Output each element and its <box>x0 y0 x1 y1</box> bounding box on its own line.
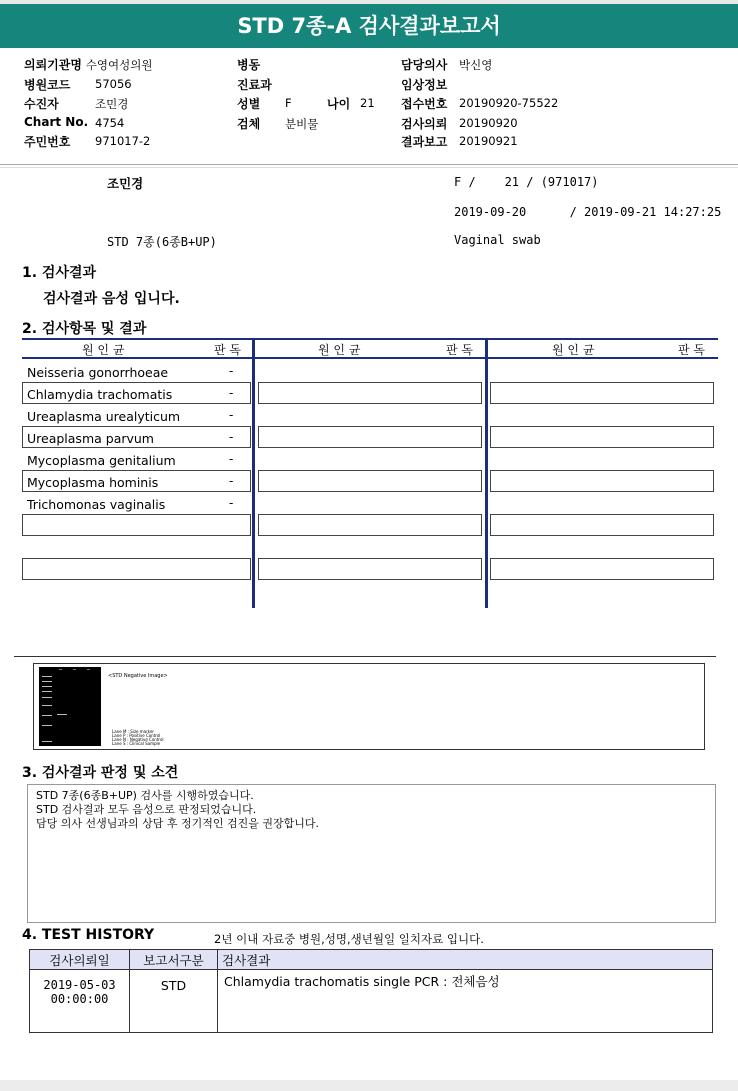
organism-name: Neisseria gonorrhoeae <box>27 365 169 380</box>
patient-label: 수진자 <box>24 97 59 111</box>
specimen-label: 검체 <box>237 117 261 131</box>
page-footer-band <box>0 1080 738 1091</box>
history-col-date: 검사의뢰일 <box>30 950 130 970</box>
col-result-3: 판 독 <box>678 343 705 357</box>
row-box <box>490 426 714 448</box>
gel-divider <box>14 656 716 657</box>
patient-sex-age: F / 21 / (971017) <box>454 175 599 189</box>
organism-name: Trichomonas vaginalis <box>27 497 166 512</box>
gel-bands <box>39 667 101 746</box>
hospital-value: 수영여성의원 <box>85 58 153 72</box>
history-type: STD <box>130 970 218 1033</box>
code-row <box>24 76 70 93</box>
table-divider-1 <box>252 338 255 608</box>
row-box <box>22 426 251 448</box>
clinical-label: 임상정보 <box>401 78 448 92</box>
header-divider-2 <box>0 167 738 168</box>
header-divider <box>0 164 738 165</box>
row-box <box>258 558 482 580</box>
request-label: 검사의뢰 <box>401 117 448 131</box>
col-organism-3: 원 인 균 <box>552 343 595 357</box>
table-row <box>30 970 713 1033</box>
table-divider-2 <box>485 338 488 608</box>
patient-name: 조민경 <box>107 176 144 191</box>
col-result-1: 판 독 <box>214 343 241 357</box>
row-box <box>490 470 714 492</box>
organism-name: Ureaplasma parvum <box>27 431 154 446</box>
gel-legend-line: Lane N : Negative Control <box>112 737 164 742</box>
gel-legend-line: Lane P : Positive Control <box>112 733 161 738</box>
history-note: 2년 이내 자료중 병원,성명,생년월일 일치자료 입니다. <box>214 932 484 946</box>
row-box <box>258 470 482 492</box>
organism-result: - <box>229 474 234 488</box>
history-header-row <box>30 950 713 970</box>
organism-result: - <box>229 452 234 466</box>
gel-caption: <STD Negative Image> <box>108 673 168 679</box>
hospital-label: 의뢰기관명 <box>24 58 82 72</box>
organism-result: - <box>229 430 234 444</box>
patient-dates: 2019-09-20 / 2019-09-21 14:27:25 <box>454 205 722 219</box>
organism-result: - <box>229 364 234 378</box>
history-result: Chlamydia trachomatis single PCR : 전체음성 <box>218 970 713 1033</box>
opinion-line: STD 검사결과 모두 음성으로 판정되었습니다. <box>36 803 257 816</box>
organism-name: Chlamydia trachomatis <box>27 387 173 402</box>
id-value: 971017-2 <box>95 134 151 148</box>
chart-value: 4754 <box>95 116 125 130</box>
organism-name: Mycoplasma genitalium <box>27 453 176 468</box>
receipt-value: 20190920-75522 <box>459 96 559 110</box>
row-box <box>22 470 251 492</box>
row-box <box>490 558 714 580</box>
report-title: STD 7종-A 검사결과보고서 <box>0 0 738 48</box>
result-summary: 검사결과 음성 입니다. <box>43 291 180 307</box>
gel-image <box>39 667 101 746</box>
row-box <box>258 514 482 536</box>
specimen-type: Vaginal swab <box>454 233 541 247</box>
row-box <box>22 514 251 536</box>
doctor-label: 담당의사 <box>401 58 448 72</box>
receipt-label: 접수번호 <box>401 97 448 111</box>
history-col-result: 검사결과 <box>218 950 713 970</box>
id-label: 주민번호 <box>24 135 71 149</box>
organism-name: Mycoplasma hominis <box>27 475 159 490</box>
dept-label: 진료과 <box>237 78 272 92</box>
ward-label: 병동 <box>237 58 261 72</box>
gel-legend-line: Lane M : Size marker <box>112 729 155 734</box>
col-organism-2: 원 인 균 <box>318 343 361 357</box>
opinion-line: 담당 의사 선생님과의 상담 후 정기적인 검진을 권장합니다. <box>36 817 319 830</box>
history-date-cell <box>30 970 130 1033</box>
test-name: STD 7종(6종B+UP) <box>107 235 217 249</box>
row-box <box>258 426 482 448</box>
row-box <box>22 558 251 580</box>
row-box <box>490 514 714 536</box>
opinion-box <box>27 784 716 923</box>
organism-name: Ureaplasma urealyticum <box>27 409 181 424</box>
organism-result: - <box>229 408 234 422</box>
history-col-type: 보고서구분 <box>130 950 218 970</box>
report-value: 20190921 <box>459 134 518 148</box>
sex-value: F <box>285 96 292 110</box>
opinion-line: STD 7종(6종B+UP) 검사를 시행하였습니다. <box>36 789 254 802</box>
row-box <box>258 382 482 404</box>
section4-heading: 4. TEST HISTORY <box>22 927 155 943</box>
report-label: 결과보고 <box>401 135 448 149</box>
patient-value: 조민경 <box>95 97 129 111</box>
request-value: 20190920 <box>459 116 518 130</box>
row-box <box>22 382 251 404</box>
code-value: 57056 <box>95 77 132 91</box>
hospital-row <box>24 56 152 73</box>
organism-result: - <box>229 496 234 510</box>
table-top-line <box>22 338 718 340</box>
col-organism-1: 원 인 균 <box>82 343 125 357</box>
history-table <box>29 949 713 1033</box>
chart-label: Chart No. <box>24 115 89 129</box>
section3-heading: 3. 검사결과 판정 및 소견 <box>22 765 179 781</box>
organism-result: - <box>229 386 234 400</box>
table-header-line <box>22 357 718 359</box>
row-box <box>490 382 714 404</box>
col-result-2: 판 독 <box>446 343 473 357</box>
history-time: 00:00:00 <box>50 992 109 1006</box>
specimen-value: 분비물 <box>285 117 319 131</box>
history-date: 2019-05-03 <box>43 978 116 992</box>
section2-heading: 2. 검사항목 및 결과 <box>22 321 147 337</box>
sex-label: 성별 <box>237 97 261 111</box>
gel-legend-line: Lane S : Clinical Sample <box>112 741 161 746</box>
doctor-value: 박신영 <box>459 58 493 72</box>
age-label: 나이 <box>327 97 351 111</box>
age-value: 21 <box>360 96 375 110</box>
section1-heading: 1. 검사결과 <box>22 265 97 281</box>
code-label: 병원코드 <box>24 78 71 92</box>
